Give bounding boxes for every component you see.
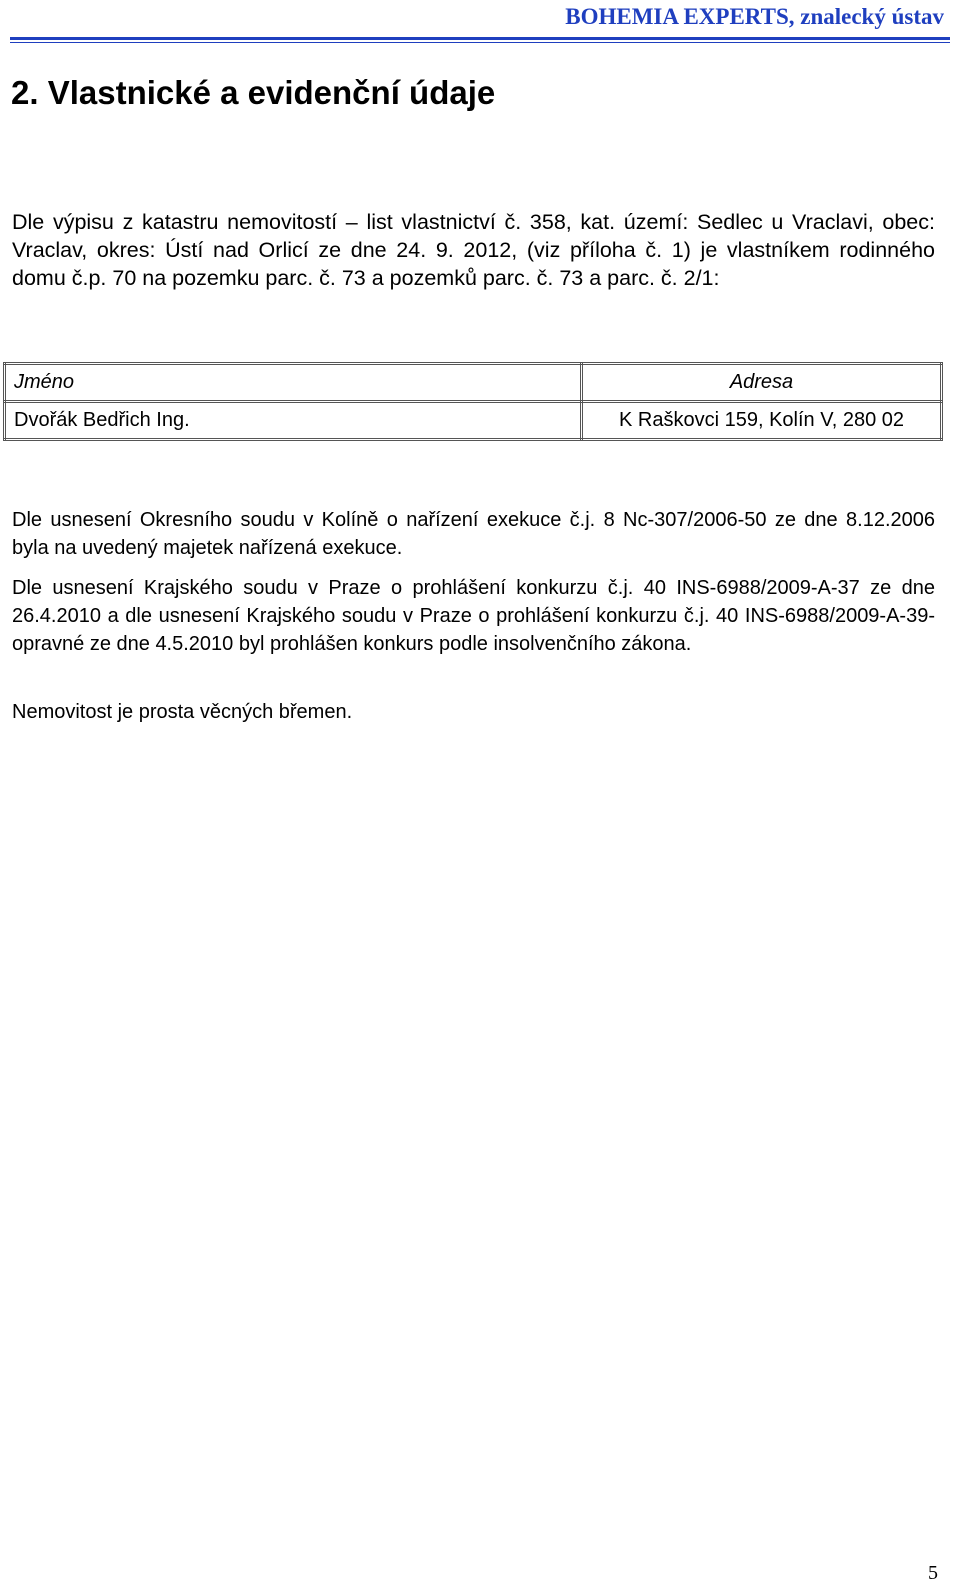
section-title: 2. Vlastnické a evidenční údaje <box>11 74 496 111</box>
header-divider-thin <box>10 42 950 43</box>
column-header-name: Jméno <box>5 364 582 402</box>
header-brand: BOHEMIA EXPERTS, znalecký ústav <box>565 4 944 29</box>
execution-paragraph: Dle usnesení Okresního soudu v Kolíně o nařízení exekuce č.j. 8 Nc-307/2006-50 ze dne 8.12.2006 byla na uvedený majetek nařízená exekuce. <box>12 509 935 559</box>
owners-table-header-row <box>5 364 942 402</box>
column-header-address: Adresa <box>582 364 942 402</box>
bankruptcy-paragraph: Dle usnesení Krajského soudu v Praze o prohlášení konkurzu č.j. 40 INS-6988/2009-A-37 ze dne 26.4.2010 a dle usnesení Krajského soudu v Praze o prohlášení konkurzu č.j. 40 INS-6988/2009-A-39-opravné ze dne 4.5.2010 byl prohlášen konkurs podle insolvenčního zákona. <box>12 577 935 655</box>
cadastre-paragraph: Dle výpisu z katastru nemovitostí – list vlastnictví č. 358, kat. území: Sedlec u Vraclavi, obec: Vraclav, okres: Ústí nad Orlicí ze dne 24. 9. 2012, (viz příloha č. 1) je vlastníkem rodinného domu č.p. 70 na pozemku parc. č. 73 a pozemků parc. č. 73 a parc. č. 2/1: <box>12 210 935 290</box>
owner-address-cell: K Raškovci 159, Kolín V, 280 02 <box>582 402 942 440</box>
easements-paragraph: Nemovitost je prosta věcných břemen. <box>12 701 353 723</box>
header-divider <box>10 37 950 40</box>
owner-name-cell: Dvořák Bedřich Ing. <box>5 402 582 440</box>
table-row <box>5 402 942 440</box>
page-number: 5 <box>928 1562 938 1584</box>
owners-table <box>3 362 943 441</box>
